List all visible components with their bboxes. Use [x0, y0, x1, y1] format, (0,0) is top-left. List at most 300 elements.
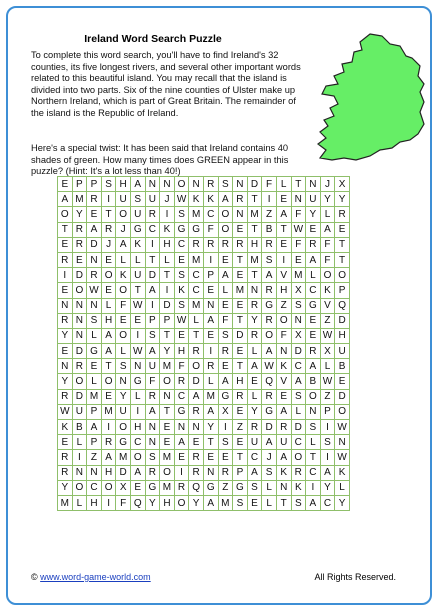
grid-cell: C — [306, 283, 321, 298]
grid-cell: D — [247, 177, 262, 192]
grid-cell: R — [101, 435, 116, 450]
grid-cell: L — [72, 435, 87, 450]
grid-cell: A — [320, 465, 335, 480]
grid-cell: N — [145, 420, 160, 435]
grid-cell: N — [160, 177, 175, 192]
grid-cell: R — [218, 237, 233, 252]
grid-cell: I — [174, 465, 189, 480]
grid-cell: G — [130, 374, 145, 389]
grid-cell: O — [306, 389, 321, 404]
grid-cell: E — [160, 420, 175, 435]
grid-cell: H — [130, 420, 145, 435]
grid-cell: U — [72, 404, 87, 419]
grid-cell: S — [174, 207, 189, 222]
grid-cell: M — [160, 480, 175, 495]
grid-cell: G — [145, 480, 160, 495]
grid-cell: N — [72, 328, 87, 343]
grid-cell: S — [306, 420, 321, 435]
grid-cell: C — [291, 359, 306, 374]
grid-cell: L — [335, 480, 350, 495]
grid-cell: E — [174, 450, 189, 465]
grid-cell: Z — [262, 207, 277, 222]
grid-cell: I — [101, 192, 116, 207]
grid-cell: M — [218, 495, 233, 510]
grid-cell: R — [262, 237, 277, 252]
grid-cell: E — [116, 313, 131, 328]
grid-cell: V — [320, 298, 335, 313]
grid-cell: R — [87, 268, 102, 283]
grid-cell: E — [276, 237, 291, 252]
grid-cell: Q — [262, 374, 277, 389]
grid-cell: L — [130, 252, 145, 267]
grid-cell: R — [233, 192, 248, 207]
grid-cell: M — [247, 207, 262, 222]
grid-cell: N — [247, 283, 262, 298]
grid-cell: P — [145, 313, 160, 328]
grid-cell: A — [87, 222, 102, 237]
grid-cell: N — [174, 420, 189, 435]
grid-cell: T — [101, 207, 116, 222]
grid-cell: N — [58, 359, 73, 374]
grid-cell: O — [320, 268, 335, 283]
grid-cell: H — [233, 374, 248, 389]
grid-cell: X — [335, 177, 350, 192]
grid-cell: E — [58, 283, 73, 298]
grid-cell: S — [262, 465, 277, 480]
grid-cell: E — [276, 192, 291, 207]
grid-cell: A — [101, 450, 116, 465]
grid-cell: L — [276, 177, 291, 192]
grid-cell: E — [130, 313, 145, 328]
grid-cell: T — [233, 450, 248, 465]
grid-cell: J — [101, 237, 116, 252]
grid-cell: U — [247, 435, 262, 450]
grid-cell: O — [174, 177, 189, 192]
grid-cell: Q — [130, 495, 145, 510]
grid-cell: T — [203, 435, 218, 450]
grid-cell: G — [262, 298, 277, 313]
grid-cell: N — [203, 465, 218, 480]
grid-cell: L — [203, 374, 218, 389]
grid-cell: Y — [335, 192, 350, 207]
grid-cell: A — [276, 207, 291, 222]
grid-cell: M — [58, 495, 73, 510]
grid-cell: W — [174, 313, 189, 328]
grid-cell: M — [160, 359, 175, 374]
grid-cell: A — [320, 222, 335, 237]
grid-cell: E — [233, 344, 248, 359]
grid-cell: W — [335, 420, 350, 435]
grid-cell: R — [203, 237, 218, 252]
grid-cell: Y — [58, 374, 73, 389]
grid-cell: R — [335, 207, 350, 222]
grid-cell: L — [87, 328, 102, 343]
grid-cell: G — [233, 480, 248, 495]
grid-cell: E — [306, 222, 321, 237]
grid-cell: E — [174, 328, 189, 343]
grid-cell: B — [335, 359, 350, 374]
grid-cell: N — [145, 177, 160, 192]
grid-row — [58, 192, 350, 207]
grid-cell: C — [87, 480, 102, 495]
grid-cell: R — [58, 313, 73, 328]
grid-cell: R — [145, 207, 160, 222]
grid-cell: U — [116, 192, 131, 207]
grid-cell: F — [291, 207, 306, 222]
grid-cell: K — [174, 283, 189, 298]
grid-row — [58, 298, 350, 313]
grid-cell: N — [189, 177, 204, 192]
grid-cell: O — [116, 420, 131, 435]
grid-cell: T — [247, 192, 262, 207]
grid-cell: D — [233, 328, 248, 343]
grid-cell: E — [203, 328, 218, 343]
grid-cell: L — [320, 359, 335, 374]
grid-cell: O — [116, 283, 131, 298]
grid-cell: E — [276, 389, 291, 404]
grid-cell: E — [203, 450, 218, 465]
grid-cell: A — [218, 268, 233, 283]
grid-row — [58, 344, 350, 359]
grid-cell: R — [276, 420, 291, 435]
grid-cell: N — [306, 177, 321, 192]
grid-cell: N — [335, 435, 350, 450]
grid-cell: E — [87, 359, 102, 374]
grid-cell: T — [306, 450, 321, 465]
grid-cell: O — [72, 374, 87, 389]
grid-cell: E — [218, 252, 233, 267]
grid-cell: T — [233, 252, 248, 267]
grid-cell: W — [335, 450, 350, 465]
grid-cell: D — [291, 420, 306, 435]
grid-cell: A — [306, 359, 321, 374]
website-link[interactable]: www.word-game-world.com — [40, 572, 151, 582]
grid-cell: Y — [145, 495, 160, 510]
grid-cell: H — [174, 344, 189, 359]
grid-cell: Z — [320, 313, 335, 328]
grid-cell: I — [276, 252, 291, 267]
grid-cell: U — [130, 207, 145, 222]
grid-cell: T — [189, 328, 204, 343]
rights-notice: All Rights Reserved. — [314, 572, 396, 582]
grid-cell: L — [247, 344, 262, 359]
grid-cell: A — [130, 465, 145, 480]
grid-cell: L — [291, 404, 306, 419]
grid-cell: M — [189, 207, 204, 222]
grid-cell: I — [145, 298, 160, 313]
grid-cell: L — [306, 268, 321, 283]
grid-cell: Y — [203, 420, 218, 435]
grid-cell: I — [101, 495, 116, 510]
grid-cell: U — [130, 268, 145, 283]
grid-cell: O — [160, 374, 175, 389]
grid-cell: Q — [335, 298, 350, 313]
grid-cell: R — [218, 344, 233, 359]
grid-cell: A — [58, 192, 73, 207]
grid-cell: O — [335, 404, 350, 419]
grid-cell: R — [58, 252, 73, 267]
grid-cell: V — [276, 374, 291, 389]
grid-cell: L — [72, 495, 87, 510]
grid-cell: T — [58, 222, 73, 237]
grid-cell: I — [203, 344, 218, 359]
grid-cell: E — [218, 298, 233, 313]
grid-cell: F — [320, 252, 335, 267]
grid-cell: P — [87, 435, 102, 450]
copyright-symbol: © — [31, 572, 38, 582]
grid-cell: B — [306, 374, 321, 389]
grid-cell: L — [262, 480, 277, 495]
grid-cell: R — [189, 344, 204, 359]
grid-cell: I — [320, 420, 335, 435]
grid-cell: T — [101, 359, 116, 374]
grid-row — [58, 465, 350, 480]
grid-cell: E — [174, 252, 189, 267]
grid-cell: I — [130, 328, 145, 343]
grid-cell: O — [116, 207, 131, 222]
grid-cell: U — [116, 404, 131, 419]
grid-cell: G — [189, 222, 204, 237]
grid-cell: R — [203, 359, 218, 374]
grid-cell: Z — [218, 480, 233, 495]
grid-cell: S — [233, 495, 248, 510]
grid-cell: N — [291, 192, 306, 207]
copyright-line — [31, 572, 151, 582]
grid-cell: E — [335, 374, 350, 389]
grid-cell: A — [130, 177, 145, 192]
grid-cell: A — [145, 344, 160, 359]
grid-cell: R — [189, 237, 204, 252]
grid-cell: N — [189, 420, 204, 435]
grid-cell: D — [335, 389, 350, 404]
grid-cell: A — [101, 328, 116, 343]
grid-cell: O — [174, 495, 189, 510]
grid-cell: C — [189, 268, 204, 283]
grid-cell: M — [116, 450, 131, 465]
grid-cell: R — [247, 420, 262, 435]
grid-cell: E — [101, 283, 116, 298]
grid-row — [58, 328, 350, 343]
grid-cell: A — [145, 404, 160, 419]
grid-cell: A — [87, 420, 102, 435]
grid-cell: R — [306, 237, 321, 252]
grid-cell: J — [320, 177, 335, 192]
grid-cell: E — [247, 495, 262, 510]
grid-cell: M — [247, 252, 262, 267]
grid-cell: J — [262, 450, 277, 465]
grid-cell: P — [160, 313, 175, 328]
grid-cell: N — [233, 207, 248, 222]
grid-cell: R — [145, 465, 160, 480]
grid-cell: H — [116, 177, 131, 192]
grid-cell: R — [291, 465, 306, 480]
grid-cell: P — [72, 177, 87, 192]
grid-cell: M — [87, 389, 102, 404]
grid-cell: A — [262, 435, 277, 450]
grid-cell: R — [72, 359, 87, 374]
grid-cell: R — [306, 344, 321, 359]
grid-cell: H — [87, 495, 102, 510]
grid-cell: A — [247, 359, 262, 374]
grid-cell: C — [145, 222, 160, 237]
grid-cell: O — [335, 268, 350, 283]
grid-cell: X — [116, 480, 131, 495]
grid-cell: L — [247, 389, 262, 404]
grid-cell: N — [276, 480, 291, 495]
grid-cell: M — [203, 389, 218, 404]
grid-cell: O — [262, 328, 277, 343]
grid-cell: R — [262, 283, 277, 298]
grid-cell: R — [58, 389, 73, 404]
grid-cell: E — [233, 222, 248, 237]
grid-cell: T — [160, 268, 175, 283]
grid-cell: I — [218, 420, 233, 435]
grid-cell: T — [233, 313, 248, 328]
grid-cell: E — [306, 328, 321, 343]
grid-cell: E — [58, 177, 73, 192]
grid-cell: P — [320, 404, 335, 419]
grid-cell: O — [276, 313, 291, 328]
grid-cell: C — [320, 495, 335, 510]
grid-cell: W — [320, 328, 335, 343]
grid-cell: A — [306, 252, 321, 267]
grid-cell: F — [276, 328, 291, 343]
grid-cell: A — [116, 237, 131, 252]
grid-cell: Y — [160, 344, 175, 359]
grid-cell: O — [101, 480, 116, 495]
grid-cell: N — [130, 359, 145, 374]
grid-cell: O — [291, 450, 306, 465]
grid-cell: C — [174, 389, 189, 404]
grid-cell: S — [247, 480, 262, 495]
grid-cell: A — [306, 495, 321, 510]
grid-cell: G — [306, 298, 321, 313]
grid-cell: R — [58, 450, 73, 465]
grid-cell: W — [130, 298, 145, 313]
grid-row — [58, 237, 350, 252]
grid-cell: Y — [247, 404, 262, 419]
grid-cell: O — [72, 283, 87, 298]
grid-cell: R — [72, 237, 87, 252]
worksheet-frame — [6, 6, 432, 605]
grid-cell: F — [116, 298, 131, 313]
grid-cell: L — [218, 283, 233, 298]
grid-cell: S — [101, 177, 116, 192]
grid-cell: H — [160, 495, 175, 510]
grid-cell: S — [262, 252, 277, 267]
grid-cell: B — [72, 420, 87, 435]
grid-cell: O — [72, 480, 87, 495]
intro-paragraph: To complete this word search, you'll have to find Ireland's 32 counties, its five longest rivers, and several other important words related to this beautiful island. You may recall that the island is divided into two parts. Six of the nine counties of Ulster make up Northern Ireland, which is part of Great Britain. The remainder of the island is the Republic of Ireland. — [31, 50, 301, 118]
grid-cell: N — [72, 298, 87, 313]
grid-row — [58, 480, 350, 495]
grid-cell: U — [145, 192, 160, 207]
grid-cell: S — [218, 328, 233, 343]
grid-cell: M — [291, 268, 306, 283]
grid-cell: Y — [189, 495, 204, 510]
grid-cell: F — [145, 374, 160, 389]
word-search-grid — [57, 176, 350, 511]
page-title: Ireland Word Search Puzzle — [84, 33, 222, 45]
grid-cell: A — [262, 344, 277, 359]
grid-cell: P — [233, 465, 248, 480]
grid-cell: F — [291, 237, 306, 252]
grid-cell: K — [189, 192, 204, 207]
grid-cell: A — [203, 404, 218, 419]
grid-cell: I — [72, 450, 87, 465]
grid-cell: S — [174, 298, 189, 313]
grid-cell: R — [101, 222, 116, 237]
grid-row — [58, 313, 350, 328]
grid-cell: G — [174, 404, 189, 419]
grid-cell: D — [291, 344, 306, 359]
grid-cell: Y — [58, 328, 73, 343]
grid-cell: Z — [276, 298, 291, 313]
grid-cell: F — [262, 177, 277, 192]
grid-cell: O — [160, 465, 175, 480]
grid-cell: C — [189, 283, 204, 298]
grid-cell: R — [189, 450, 204, 465]
ireland-map-icon — [308, 32, 432, 164]
grid-cell: I — [203, 252, 218, 267]
grid-cell: S — [218, 177, 233, 192]
grid-cell: N — [87, 465, 102, 480]
grid-cell: U — [335, 344, 350, 359]
grid-row — [58, 435, 350, 450]
grid-row — [58, 389, 350, 404]
grid-cell: E — [72, 252, 87, 267]
grid-cell: L — [116, 344, 131, 359]
grid-cell: E — [58, 237, 73, 252]
grid-cell: T — [335, 252, 350, 267]
grid-cell: O — [218, 222, 233, 237]
grid-cell: N — [306, 404, 321, 419]
grid-cell: Y — [72, 207, 87, 222]
grid-cell: O — [101, 268, 116, 283]
grid-cell: N — [233, 177, 248, 192]
grid-cell: E — [247, 374, 262, 389]
grid-cell: L — [189, 313, 204, 328]
grid-cell: Y — [116, 389, 131, 404]
grid-cell: O — [101, 374, 116, 389]
grid-cell: D — [145, 268, 160, 283]
grid-cell: R — [262, 313, 277, 328]
grid-cell: L — [130, 389, 145, 404]
grid-cell: C — [203, 207, 218, 222]
grid-cell: T — [130, 283, 145, 298]
grid-cell: R — [58, 465, 73, 480]
grid-cell: G — [203, 480, 218, 495]
grid-cell: N — [87, 252, 102, 267]
grid-cell: A — [174, 435, 189, 450]
grid-cell: A — [247, 465, 262, 480]
grid-cell: O — [218, 207, 233, 222]
grid-cell: R — [262, 389, 277, 404]
grid-row — [58, 222, 350, 237]
grid-cell: S — [174, 268, 189, 283]
grid-cell: H — [160, 237, 175, 252]
grid-cell: W — [262, 359, 277, 374]
grid-cell: W — [320, 374, 335, 389]
grid-cell: Z — [320, 389, 335, 404]
grid-cell: R — [247, 298, 262, 313]
grid-cell: E — [189, 435, 204, 450]
grid-cell: E — [335, 222, 350, 237]
grid-row — [58, 374, 350, 389]
grid-cell: B — [262, 222, 277, 237]
grid-cell: W — [291, 222, 306, 237]
grid-cell: N — [291, 313, 306, 328]
